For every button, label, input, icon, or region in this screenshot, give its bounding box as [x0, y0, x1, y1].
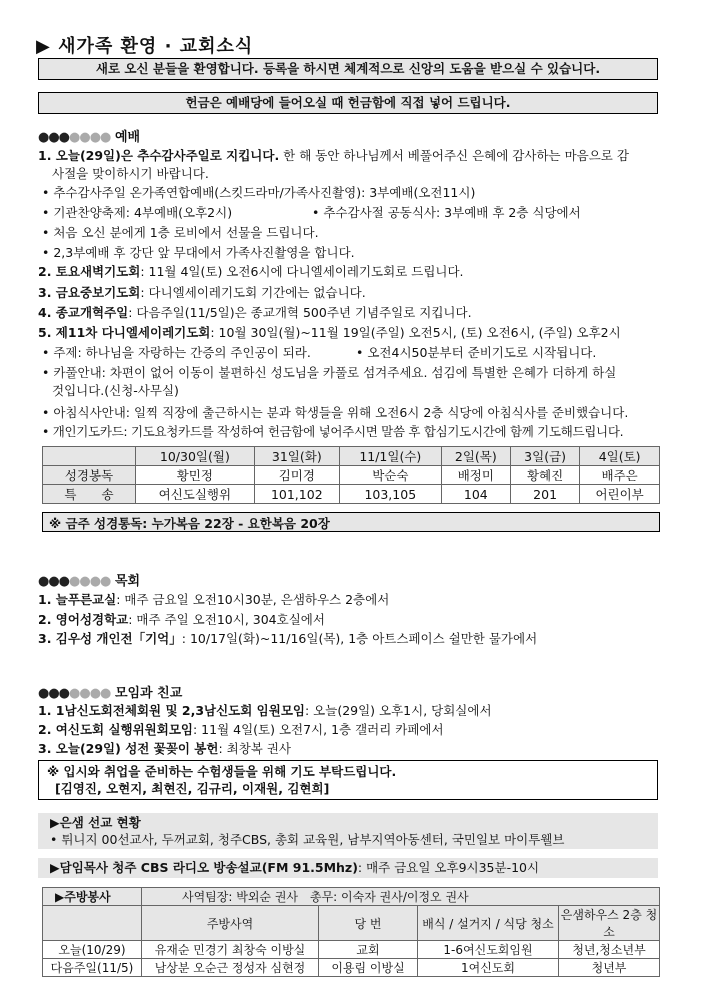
- worship-bullet-6-cont: 것입니다.(신청-사무실): [52, 383, 179, 398]
- schedule-cell: 104: [441, 485, 510, 504]
- bullet-dots-icon: ●●●●●●●: [38, 574, 111, 589]
- service-header: [43, 906, 142, 941]
- kitchen-service-table: [42, 887, 660, 977]
- mission-list: • 튀니지 00선교사, 두꺼교회, 청주CBS, 총회 교육원, 남부지역아동센터, 국민일보 마이투웰브: [50, 832, 565, 847]
- service-cell: 유재순 민경기 최창숙 이방실: [142, 941, 319, 959]
- section-meetings-heading: ●●●●●●● 모임과 친교: [38, 686, 183, 701]
- section-ministry-heading: ●●●●●●● 목회: [38, 574, 141, 589]
- meetings-line-2: 2. 여신도회 실행위원회모임: 11월 4일(토) 오전7시, 1층 갤러리 카페에서: [38, 722, 444, 737]
- radio-time: : 매주 금요일 오후9시35분-10시: [357, 860, 540, 875]
- schedule-cell: 배정미: [441, 466, 510, 485]
- schedule-day: 3일(금): [510, 447, 579, 466]
- worship-bullet-5a: • 주제: 하나님을 자랑하는 간증의 주인공이 되라.: [42, 345, 311, 360]
- service-cell: 청년,청소년부: [559, 941, 660, 959]
- schedule-cell: 황혜진: [510, 466, 579, 485]
- meetings-line-3: 3. 오늘(29일) 성전 꽃꽂이 봉헌: 최창복 권사: [38, 741, 291, 756]
- service-header: 당 번: [319, 906, 418, 941]
- prayer-request-box: [38, 760, 658, 800]
- radio-heading: ▶담임목사 청주 CBS 라디오 방송설교(FM 91.5Mhz): [50, 860, 358, 875]
- schedule-cell: 101,102: [254, 485, 339, 504]
- mission-heading: ▶은샘 선교 현황: [50, 815, 141, 830]
- page-title: ▶ 새가족 환영 · 교회소식: [36, 36, 254, 57]
- worship-line-5: 5. 제11차 다니엘세이레기도회: 10월 30일(월)~11월 19일(주일) 오전5시, (토) 오전6시, (주일) 오후2시: [38, 325, 621, 340]
- bible-reading-note: ※ 금주 성경통독: 누가복음 22장 - 요한복음 20장: [42, 512, 660, 532]
- service-cell: 남상분 오순근 정성자 심현정: [142, 959, 319, 977]
- service-cell: 1여신도회: [418, 959, 559, 977]
- welcome-banner: 새로 오신 분들을 환영합니다. 등록을 하시면 체계적으로 신앙의 도움을 받으실 수 있습니다.: [38, 58, 658, 80]
- service-row: [43, 959, 660, 977]
- worship-bullet-6: • 카풀안내: 차편이 없어 이동이 불편하신 성도님을 카풀로 섬겨주세요. 섬김에 특별한 은혜가 더하게 하실: [42, 365, 617, 380]
- mission-box: [38, 813, 658, 849]
- service-cell: 1-6여신도회임원: [418, 941, 559, 959]
- schedule-cell: 103,105: [339, 485, 441, 504]
- schedule-row: [43, 466, 660, 485]
- bullet-dots-icon: ●●●●●●●: [38, 686, 111, 701]
- worship-bullet-8: • 개인기도카드: 기도요청카드를 작성하여 헌금함에 넣어주시면 말씀 후 합심기도시간에 함께 기도해드립니다.: [42, 424, 624, 439]
- service-cell: 교회: [319, 941, 418, 959]
- schedule-day: 10/30일(월): [136, 447, 255, 466]
- service-title-row: [43, 888, 660, 906]
- worship-bullet-4: • 2,3부예배 후 강단 앞 무대에서 가족사진촬영을 합니다.: [42, 245, 355, 260]
- bullet-dots-icon: ●●●●●●●: [38, 130, 111, 145]
- schedule-table: [42, 446, 660, 504]
- ministry-line-3: 3. 김우성 개인전「기억」: 10/17일(화)~11/16일(목), 1층 아트스페이스 쉴만한 물가에서: [38, 631, 538, 646]
- schedule-cell: 배주은: [580, 466, 660, 485]
- worship-bullet-5b: • 오전4시50분부터 준비기도로 시작됩니다.: [356, 345, 597, 360]
- worship-line-2: 2. 토요새벽기도회: 11월 4일(토) 오전6시에 다니엘세이레기도회로 드립니다.: [38, 264, 464, 279]
- prayer-names: [김영진, 오현지, 최현진, 김규리, 이재원, 김현희]: [55, 781, 330, 796]
- worship-line-3: 3. 금요중보기도회: 다니엘세이레기도회 기간에는 없습니다.: [38, 285, 366, 300]
- schedule-corner-cell: [43, 447, 136, 466]
- ministry-line-2: 2. 영어성경학교: 매주 주일 오전10시, 304호실에서: [38, 612, 325, 627]
- service-cell: 이용림 이방실: [319, 959, 418, 977]
- worship-bullet-7: • 아침식사안내: 일찍 직장에 출근하시는 분과 학생들을 위해 오전6시 2층 식당에 아침식사를 준비했습니다.: [42, 405, 629, 420]
- worship-line-1: 1. 오늘(29일)은 추수감사주일로 지킵니다. 한 해 동안 하나님께서 베풀어주신 은혜에 감사하는 마음으로 감: [38, 148, 629, 163]
- service-cell: 오늘(10/29): [43, 941, 142, 959]
- schedule-row: [43, 485, 660, 504]
- schedule-header-row: [43, 447, 660, 466]
- worship-bullet-3: • 처음 오신 분에게 1층 로비에서 선물을 드립니다.: [42, 225, 319, 240]
- radio-box: [38, 858, 658, 878]
- schedule-cell: 어린이부: [580, 485, 660, 504]
- worship-bullet-2b: • 추수감사절 공동식사: 3부예배 후 2층 식당에서: [312, 205, 581, 220]
- schedule-cell: 박순숙: [339, 466, 441, 485]
- schedule-day: 11/1일(수): [339, 447, 441, 466]
- service-header: 은샘하우스 2층 청소: [559, 906, 660, 941]
- ministry-line-1: 1. 늘푸른교실: 매주 금요일 오전10시30분, 은샘하우스 2층에서: [38, 592, 390, 607]
- meetings-line-1: 1. 1남신도회전체회원 및 2,3남신도회 임원모임: 오늘(29일) 오후1시, 당회실에서: [38, 703, 492, 718]
- schedule-cell: 김미경: [254, 466, 339, 485]
- service-cell: 청년부: [559, 959, 660, 977]
- service-header: 배식 / 설거지 / 식당 청소: [418, 906, 559, 941]
- prayer-request-line: ※ 입시와 취업을 준비하는 수험생들을 위해 기도 부탁드립니다.: [47, 764, 397, 779]
- schedule-day: 31일(화): [254, 447, 339, 466]
- schedule-day: 4일(토): [580, 447, 660, 466]
- schedule-cell: 201: [510, 485, 579, 504]
- service-header-row: [43, 906, 660, 941]
- service-cell: 다음주일(11/5): [43, 959, 142, 977]
- worship-bullet-1: • 추수감사주일 온가족연합예배(스킷드라마/가족사진촬영): 3부예배(오전11시): [42, 185, 476, 200]
- service-header: 주방사역: [142, 906, 319, 941]
- schedule-row-label: 성경봉독: [43, 466, 136, 485]
- section-worship-heading: ●●●●●●● 예배: [38, 130, 141, 145]
- worship-bullet-2a: • 기관찬양축제: 4부예배(오후2시): [42, 205, 233, 220]
- service-heading: ▶주방봉사: [43, 888, 142, 906]
- schedule-row-label: 특 송: [43, 485, 136, 504]
- schedule-day: 2일(목): [441, 447, 510, 466]
- schedule-cell: 여신도실행위: [136, 485, 255, 504]
- offering-banner: 헌금은 예배당에 들어오실 때 헌금함에 직접 넣어 드립니다.: [38, 92, 658, 114]
- service-row: [43, 941, 660, 959]
- worship-line-4: 4. 종교개혁주일: 다음주일(11/5일)은 종교개혁 500주년 기념주일로 지킵니다.: [38, 305, 472, 320]
- service-leaders: 사역팀장: 박외순 권사 총무: 이숙자 권사/이정오 권사: [142, 888, 660, 906]
- worship-line-1-cont: 사절을 맞이하시기 바랍니다.: [52, 166, 209, 181]
- schedule-cell: 황민정: [136, 466, 255, 485]
